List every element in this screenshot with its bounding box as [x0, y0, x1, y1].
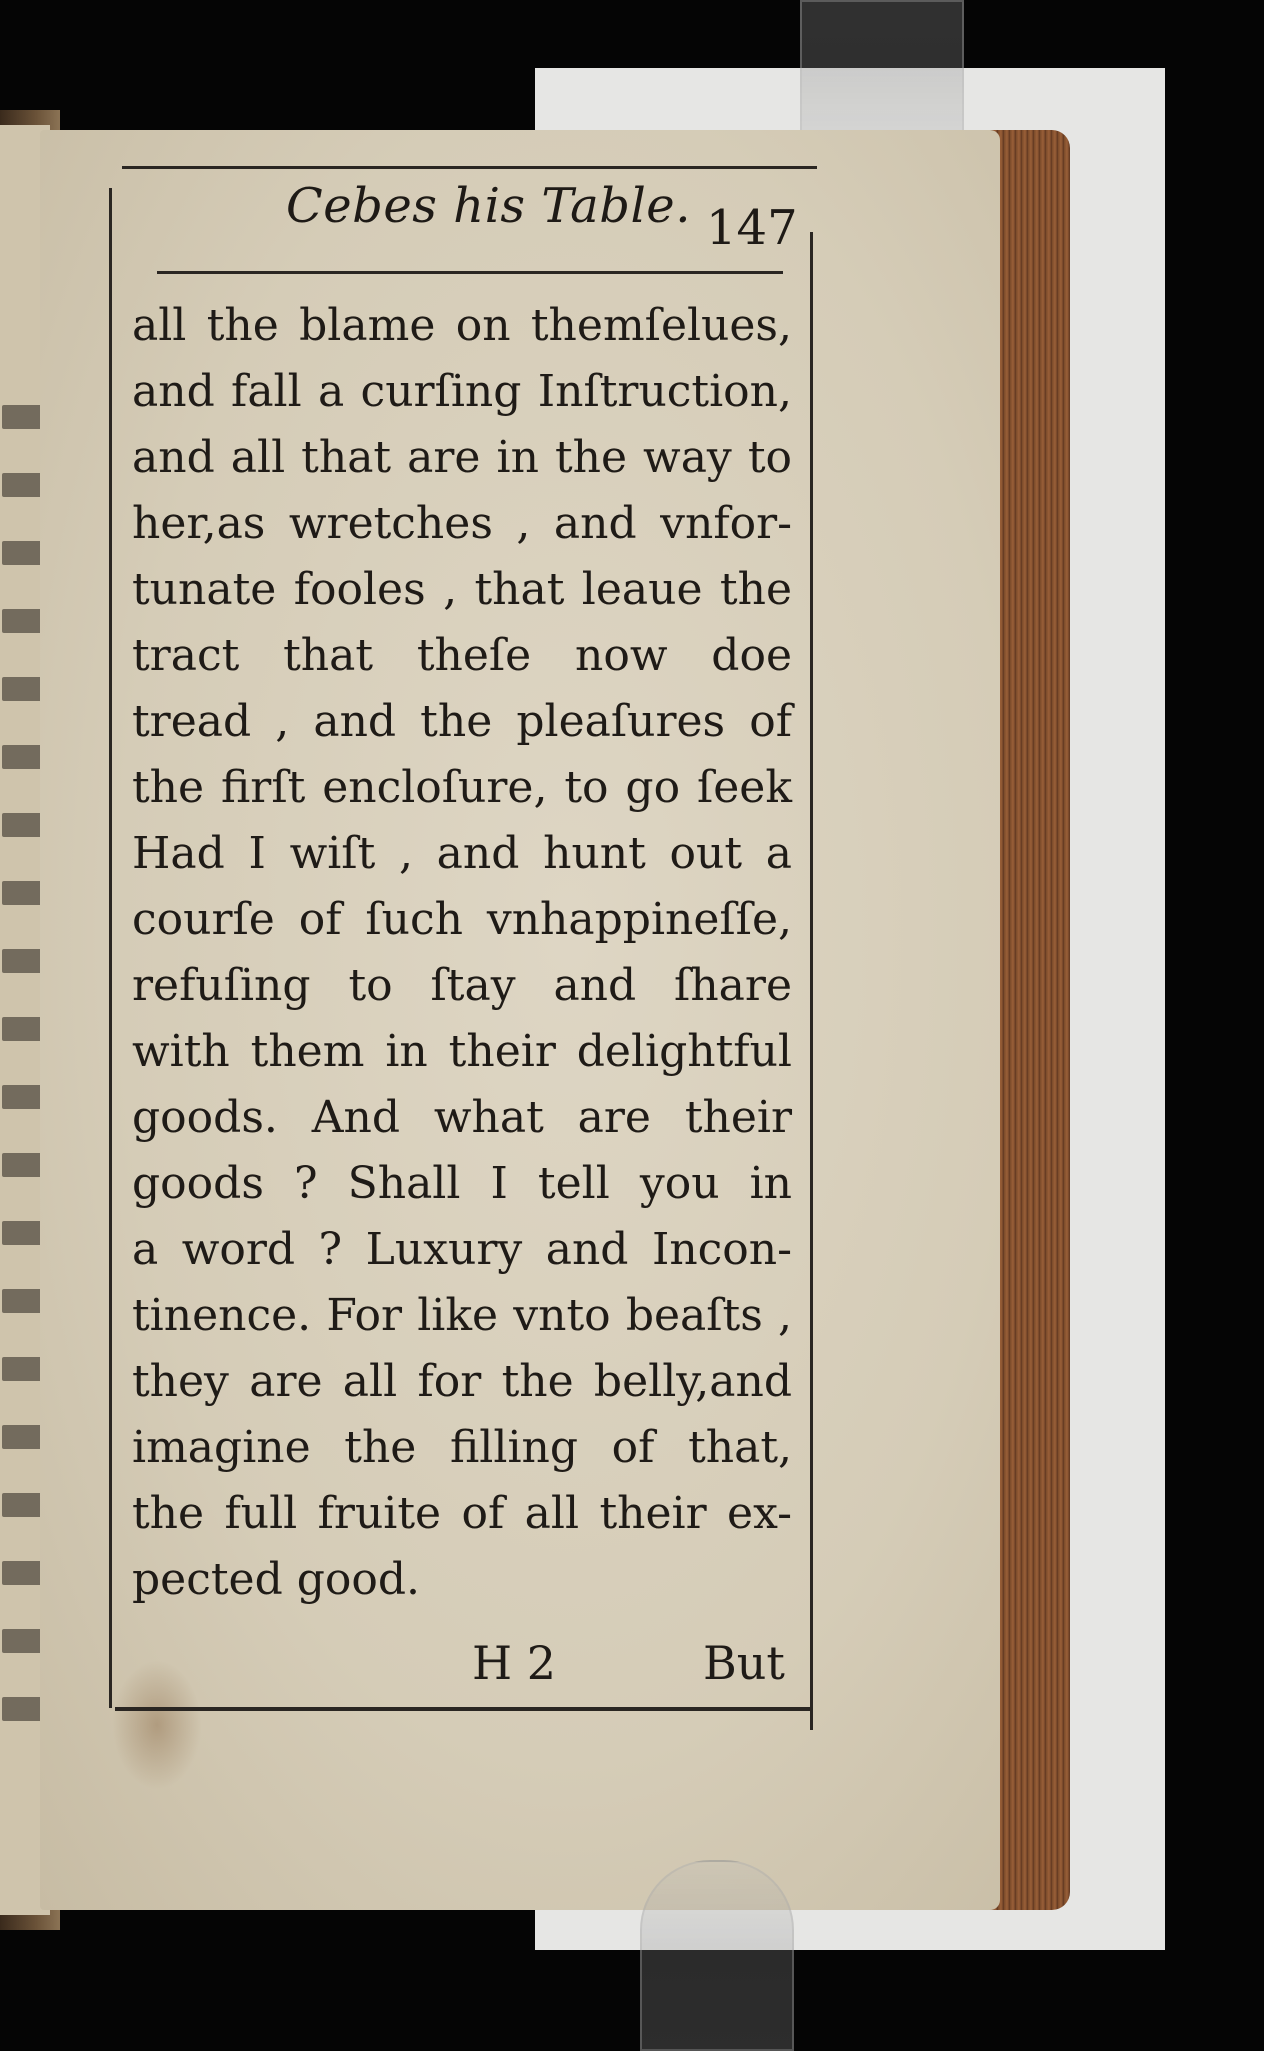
text-line: imagine the filling of that,	[132, 1422, 792, 1473]
page-stain	[112, 1660, 202, 1790]
previous-page-text	[2, 1561, 42, 1585]
text-line: Had I wiſt , and hunt out a	[132, 828, 792, 879]
text-line: goods ? Shall I tell you in	[132, 1158, 792, 1209]
previous-page-text	[2, 1697, 42, 1721]
text-line: courſe of ſuch vnhappineſſe,	[132, 894, 792, 945]
catchword: But	[703, 1636, 785, 1690]
previous-page-text	[2, 677, 42, 701]
text-line: and all that are in the way to	[132, 432, 792, 483]
frame-rule-bottom	[115, 1707, 813, 1711]
previous-page-text	[2, 1017, 42, 1041]
text-line: tread , and the pleaſures of	[132, 696, 792, 747]
frame-rule-right	[810, 232, 813, 1730]
previous-page-text	[2, 1289, 42, 1313]
bottom-clip	[640, 1860, 794, 2051]
text-line: the full fruite of all their ex-	[132, 1488, 792, 1539]
running-title: Cebes his Table.	[286, 178, 691, 234]
text-line: her,as wretches , and vnfor-	[132, 498, 792, 549]
text-line: refuſing to ſtay and ſhare	[132, 960, 792, 1011]
text-line: a word ? Luxury and Incon-	[132, 1224, 792, 1275]
previous-page-text	[2, 405, 42, 429]
previous-page-text	[2, 949, 42, 973]
previous-page-text	[2, 473, 42, 497]
signature-mark: H 2	[472, 1636, 557, 1690]
page-number: 147	[706, 200, 798, 256]
text-line: tinence. For like vnto beaſts ,	[132, 1290, 792, 1341]
text-line: goods. And what are their	[132, 1092, 792, 1143]
frame-rule-left	[109, 188, 112, 1708]
text-line: tunate fooles , that leaue the	[132, 564, 792, 615]
text-line: with them in their delightful	[132, 1026, 792, 1077]
previous-page-text	[2, 1629, 42, 1653]
previous-page-text	[2, 813, 42, 837]
text-line: pected good.	[132, 1554, 421, 1605]
text-line: they are all for the belly,and	[132, 1356, 792, 1407]
previous-page-text	[2, 1425, 42, 1449]
previous-page-text	[2, 881, 42, 905]
previous-page-text	[2, 1221, 42, 1245]
previous-page-text	[2, 745, 42, 769]
previous-page-text	[2, 1153, 42, 1177]
text-line: the firſt encloſure, to go ſeek	[132, 762, 792, 813]
text-line: all the blame on themſelues,	[132, 300, 792, 351]
header-rule	[157, 271, 783, 274]
previous-page-text	[2, 1493, 42, 1517]
previous-page-text	[2, 1085, 42, 1109]
previous-page-text	[2, 609, 42, 633]
frame-rule-top	[122, 166, 817, 169]
previous-page-text	[2, 541, 42, 565]
text-line: tract that theſe now doe	[132, 630, 792, 681]
text-line: and fall a curſing Inſtruction,	[132, 366, 792, 417]
previous-page-text	[2, 1357, 42, 1381]
